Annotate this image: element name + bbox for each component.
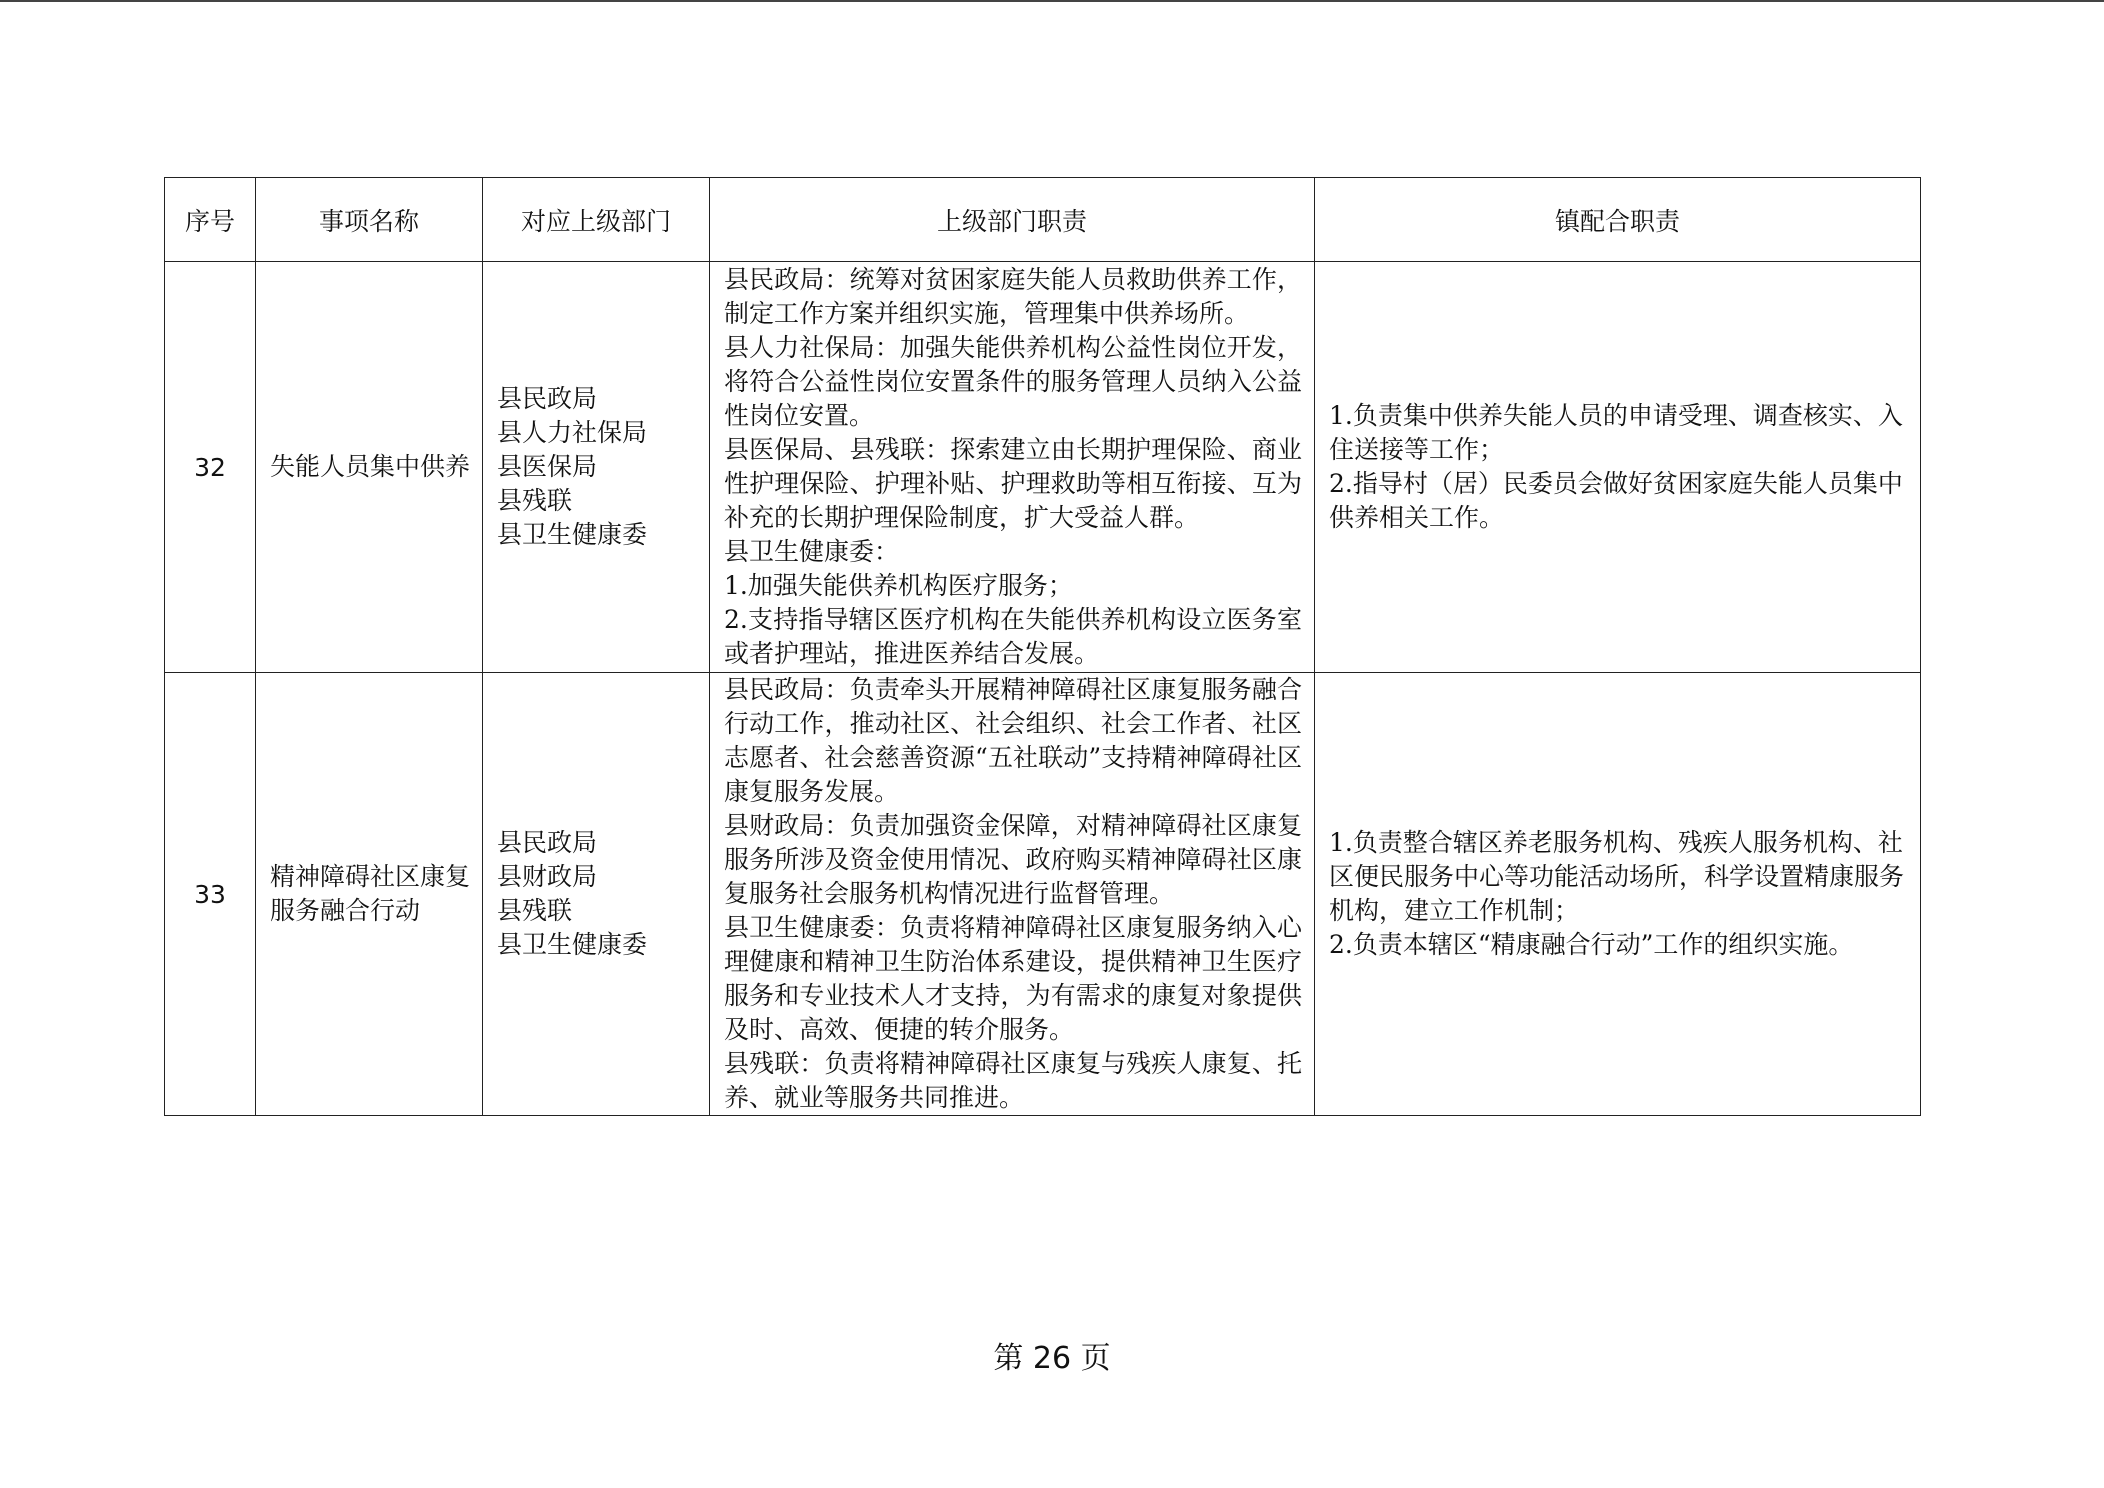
duty-paragraph: 1.加强失能供养机构医疗服务； bbox=[724, 571, 1073, 600]
responsibility-table bbox=[164, 177, 1921, 1116]
header-item-name: 事项名称 bbox=[256, 178, 483, 262]
table-row bbox=[165, 673, 1921, 1116]
duty-paragraph: 县人力社保局：加强失能供养机构公益性岗位开发，将符合公益性岗位安置条件的服务管理人员纳入公益性岗位安置。 bbox=[724, 333, 1302, 430]
row-superior-duties bbox=[710, 673, 1315, 1116]
page-number-footer bbox=[0, 1333, 2104, 1377]
page-number: 26 bbox=[1032, 1341, 1072, 1376]
row-serial-number: 32 bbox=[165, 262, 256, 673]
row-departments bbox=[483, 262, 710, 673]
department-line: 县卫生健康委 bbox=[497, 520, 648, 549]
duty-paragraph: 县民政局：负责牵头开展精神障碍社区康复服务融合行动工作，推动社区、社会组织、社会工作者、社区志愿者、社会慈善资源“五社联动”支持精神障碍社区康复服务发展。 bbox=[724, 675, 1302, 806]
duty-paragraph: 县民政局：统筹对贫困家庭失能人员救助供养工作，制定工作方案并组织实施，管理集中供养场所。 bbox=[724, 265, 1302, 328]
duty-paragraph: 县卫生健康委： bbox=[724, 537, 900, 566]
town-duty-paragraph: 2.指导村（居）民委员会做好贫困家庭失能人员集中供养相关工作。 bbox=[1329, 469, 1903, 532]
department-line: 县残联 bbox=[497, 896, 573, 925]
department-line: 县残联 bbox=[497, 486, 573, 515]
row-item-name: 失能人员集中供养 bbox=[256, 262, 483, 673]
town-duty-paragraph: 2.负责本辖区“精康融合行动”工作的组织实施。 bbox=[1329, 930, 1854, 959]
department-line: 县卫生健康委 bbox=[497, 930, 648, 959]
table-row bbox=[165, 262, 1921, 673]
row-town-duties bbox=[1315, 673, 1921, 1116]
row-item-name: 精神障碍社区康复服务融合行动 bbox=[256, 673, 483, 1116]
row-departments bbox=[483, 673, 710, 1116]
duty-paragraph: 县财政局：负责加强资金保障，对精神障碍社区康复服务所涉及资金使用情况、政府购买精神障碍社区康复服务社会服务机构情况进行监督管理。 bbox=[724, 811, 1302, 908]
town-duty-paragraph: 1.负责集中供养失能人员的申请受理、调查核实、入住送接等工作； bbox=[1329, 401, 1903, 464]
department-line: 县民政局 bbox=[497, 828, 598, 857]
department-line: 县民政局 bbox=[497, 384, 598, 413]
duty-paragraph: 2.支持指导辖区医疗机构在失能供养机构设立医务室或者护理站，推进医养结合发展。 bbox=[724, 605, 1302, 668]
header-serial-number: 序号 bbox=[165, 178, 256, 262]
department-line: 县人力社保局 bbox=[497, 418, 648, 447]
row-town-duties bbox=[1315, 262, 1921, 673]
table-header-row bbox=[165, 178, 1921, 262]
header-town-duties: 镇配合职责 bbox=[1315, 178, 1921, 262]
header-superior-duties: 上级部门职责 bbox=[710, 178, 1315, 262]
page-prefix: 第 bbox=[993, 1341, 1024, 1376]
row-serial-number: 33 bbox=[165, 673, 256, 1116]
town-duty-paragraph: 1.负责整合辖区养老服务机构、残疾人服务机构、社区便民服务中心等功能活动场所，科学设置精康服务机构，建立工作机制； bbox=[1329, 828, 1905, 925]
header-superior-department: 对应上级部门 bbox=[483, 178, 710, 262]
top-border-rule bbox=[0, 0, 2104, 2]
duty-paragraph: 县卫生健康委：负责将精神障碍社区康复服务纳入心理健康和精神卫生防治体系建设，提供精神卫生医疗服务和专业技术人才支持，为有需求的康复对象提供及时、高效、便捷的转介服务。 bbox=[724, 913, 1302, 1044]
department-line: 县财政局 bbox=[497, 862, 598, 891]
page-suffix: 页 bbox=[1080, 1341, 1111, 1376]
row-superior-duties bbox=[710, 262, 1315, 673]
duty-paragraph: 县残联：负责将精神障碍社区康复与残疾人康复、托养、就业等服务共同推进。 bbox=[724, 1049, 1302, 1112]
department-line: 县医保局 bbox=[497, 452, 598, 481]
duty-paragraph: 县医保局、县残联：探索建立由长期护理保险、商业性护理保险、护理补贴、护理救助等相互衔接、互为补充的长期护理保险制度，扩大受益人群。 bbox=[724, 435, 1302, 532]
